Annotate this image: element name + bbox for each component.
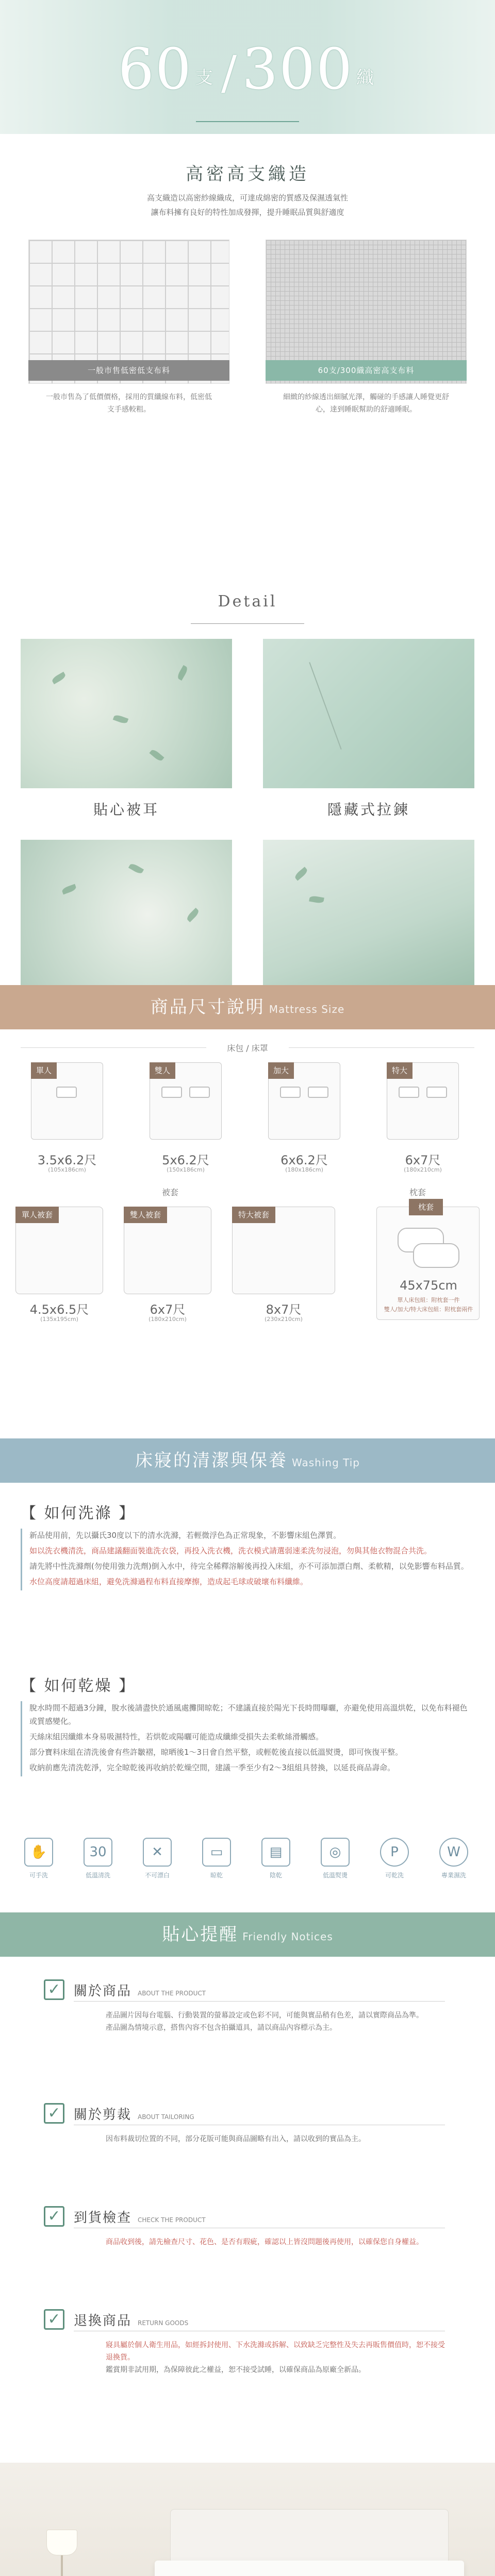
notice-title-text: 退換商品 <box>74 2313 132 2329</box>
pillow-heading: 枕套 <box>409 1188 426 1197</box>
divider <box>74 2001 445 2002</box>
care-shade-dry <box>258 1838 294 1879</box>
detail-divider <box>191 623 304 624</box>
care-iron-low <box>317 1838 353 1879</box>
sheet-tag: 特大 <box>387 1062 412 1079</box>
hand-wash-icon: ✋ <box>24 1838 53 1867</box>
pillow-icon <box>161 1087 182 1098</box>
pillow-tag: 枕套 <box>409 1199 443 1215</box>
pillow-icon <box>426 1087 447 1098</box>
notice-title <box>74 2104 194 2123</box>
sheet-card-single <box>31 1062 103 1140</box>
shade-dry-icon: ▤ <box>261 1838 290 1867</box>
notice-body <box>106 2133 446 2145</box>
sheet-tag: 單人 <box>31 1062 57 1079</box>
duvet-tag: 單人被套 <box>15 1207 59 1223</box>
fabric-compare-standard <box>28 240 229 414</box>
notice-check-product <box>44 2206 456 2278</box>
notice-title-en: ABOUT THE PRODUCT <box>138 1990 206 1997</box>
duvet-size: 4.5x6.5尺 <box>29 1302 89 1317</box>
detail-label: 隱藏式拉鍊 <box>327 801 410 818</box>
leaf-pattern <box>309 895 324 904</box>
fabric-note: 一般市售為了低價價格，採用的質纖線布料，低密低支手感較粗。 <box>46 393 212 414</box>
pillow-icon <box>189 1087 210 1098</box>
wash-item: 如以洗衣機清洗，商品建議翻面裝進洗衣袋，再投入洗衣機，洗衣模式請選弱速柔洗勿浸泡，勿與其他衣物混合共洗。 <box>29 1546 432 1555</box>
duvet-card-double <box>124 1207 211 1294</box>
zipper-line <box>309 662 341 750</box>
care-label: 低溫熨燙 <box>322 1872 348 1879</box>
notice-body <box>106 2339 446 2376</box>
sheet-card-king <box>387 1062 459 1140</box>
size-band-title: 商品尺寸說明 <box>150 997 265 1018</box>
notice-line: 寢具屬於個人衛生用品，如經拆封使用、下水洗滌或拆解、以致缺乏完整性及失去再販售價值時，恕不接受退換貨。 <box>106 2341 445 2362</box>
sheet-size: 5x6.2尺 <box>162 1153 209 1167</box>
dry-instructions <box>21 1701 474 1776</box>
sheet-size-cm: (150x186cm) <box>167 1166 205 1173</box>
notice-title <box>74 2310 188 2329</box>
duvet-size-cm: (180x210cm) <box>148 1316 187 1323</box>
detail-photo-duvet-head <box>263 840 474 989</box>
sheet-card-double <box>150 1062 222 1140</box>
notice-band-en: Friendly Notices <box>242 1930 333 1943</box>
notice-title-text: 關於商品 <box>74 1984 132 1999</box>
sheet-size: 6x7尺 <box>405 1153 441 1167</box>
duvet-tag: 雙人被套 <box>124 1207 167 1223</box>
notice-about-tailoring <box>44 2103 456 2175</box>
leaf-pattern <box>128 862 144 875</box>
care-label: 可手洗 <box>29 1872 48 1879</box>
care-low-temp <box>80 1838 116 1879</box>
fabric-compare-premium <box>266 240 467 414</box>
dry-clean-icon: P <box>380 1838 409 1867</box>
detail-label: 貼心被耳 <box>93 801 159 818</box>
care-label: 可乾洗 <box>385 1872 404 1879</box>
leaf-pattern <box>176 665 189 681</box>
feature-section <box>0 149 495 603</box>
divider <box>21 1047 206 1048</box>
notice-line: 因布料裁切位置的不同，部分花版可能與商品圖略有出入，請以收到的實品為主。 <box>106 2135 366 2143</box>
notice-band <box>0 1912 495 1957</box>
wash-instructions <box>21 1529 474 1590</box>
notice-body <box>106 2009 446 2034</box>
care-label: 低溫清洗 <box>85 1872 110 1879</box>
care-label: 不可漂白 <box>144 1872 170 1879</box>
pillow-icon <box>399 1087 419 1098</box>
divider-slash: / <box>221 46 237 100</box>
size-band <box>0 985 495 1029</box>
sheet-size: 3.5x6.2尺 <box>37 1153 97 1167</box>
hero-spec <box>0 36 495 102</box>
dry-item: 天絲床組因纖維本身易吸濕特性，若烘乾或陽曬可能造成纖維受損失去柔軟絲滑觸感。 <box>29 1732 324 1741</box>
thread-count: 60 <box>118 36 192 102</box>
divider <box>289 1047 474 1048</box>
detail-photo-zipper <box>263 639 474 788</box>
dry-item: 脫水時間不超過3分鐘，脫水後請盡快於通風處攤開晾乾；不建議直接於陽光下長時間曝曬，亦避免使用高溫烘乾，以免布料褪色或質感變化。 <box>29 1703 468 1726</box>
size-band-en: Mattress Size <box>269 1003 345 1015</box>
hero-divider <box>196 121 299 122</box>
how-to-dry-heading: 【 如何乾燥 】 <box>21 1677 136 1695</box>
pillow-icon <box>308 1087 328 1098</box>
pillow-size: 45x75cm <box>400 1278 457 1293</box>
wet-clean-icon: W <box>439 1838 468 1867</box>
notice-title-en: RETURN GOODS <box>138 2319 189 2327</box>
care-wet-clean <box>436 1838 472 1879</box>
line-dry-icon: ▭ <box>202 1838 231 1867</box>
weave-count: 300 <box>242 36 354 102</box>
weave-unit: 織 <box>356 67 374 88</box>
duvet-size: 8x7尺 <box>266 1302 302 1317</box>
duvet-heading: 被套 <box>161 1188 178 1197</box>
care-line-dry <box>199 1838 235 1879</box>
pillow-icon <box>280 1087 301 1098</box>
leaf-pattern <box>186 908 200 922</box>
duvet-card-king <box>232 1207 335 1294</box>
fabric-caption: 一般市售低密低支布料 <box>28 360 229 381</box>
notice-line: 鑑賞期非試用期，為保障彼此之權益，恕不接受試睡，以確保商品為原廠全新品。 <box>106 2366 366 2374</box>
sheet-heading: 床包 / 床罩 <box>227 1043 268 1053</box>
pillowcase-icon <box>413 1243 459 1268</box>
checkbox-icon: ✓ <box>44 2206 64 2227</box>
notice-line: 產品圖為情境示意，搭售內容不包含拍攝道具，請以商品內容標示為主。 <box>106 2024 337 2032</box>
pillowcase-card <box>376 1202 480 1320</box>
notice-line: 商品收到後，請先檢查尺寸、花色、是否有瑕疵，確認以上皆沒問題後再使用，以確保您自身權益。 <box>106 2238 423 2246</box>
sheet-size-cm: (105x186cm) <box>48 1166 86 1173</box>
no-bleach-icon: ✕ <box>143 1838 172 1867</box>
brand-section <box>0 2463 495 2576</box>
fabric-note: 細緻的紗線透出細膩光澤，觸碰的手感讓人睡覺更舒心，達到睡眠幫助的舒適睡眠。 <box>283 393 449 414</box>
notice-title <box>74 1980 206 1999</box>
notice-about-product <box>44 1979 456 2067</box>
sheet-tag: 雙人 <box>150 1062 175 1079</box>
how-to-wash-heading: 【 如何洗滌 】 <box>21 1504 136 1522</box>
dry-item: 部分寶料床組在清洗後會有些許皺褶，晾晒後1～3日會自然平整，或輕乾後直接以低溫熨燙，即可恢復平整。 <box>29 1748 403 1757</box>
feature-desc-line: 高支織造以高密紗線織成，可達成綿密的質感及保濕透氣性 <box>146 193 348 202</box>
notice-body <box>106 2236 446 2248</box>
care-label: 陰乾 <box>269 1872 282 1879</box>
leaf-pattern <box>149 748 164 762</box>
dry-item: 收納前應先清洗乾淨，完全晾乾後再收納於乾燥空間，建議一季至少有2～3組組具替換，以延長商品壽命。 <box>29 1763 395 1772</box>
pillow-icon <box>56 1087 77 1098</box>
feature-title: 高密高支織造 <box>186 164 309 184</box>
wash-item: 請先將中性洗滌劑(勿使用強力洗劑)倒入水中，待完全稀釋溶解後再投入床組，亦不可添加漂白劑、柔軟精，以免影響布料品質。 <box>29 1562 469 1571</box>
leaf-pattern <box>51 672 67 684</box>
sheet-size-cm: (180x186cm) <box>285 1166 323 1173</box>
notice-title-text: 到貨檢查 <box>74 2210 132 2226</box>
duvet-size-cm: (230x210cm) <box>265 1316 303 1323</box>
wash-item: 新品使用前，先以攝氏30度以下的清水洗滌，若輕微浮色為正常現象，不影響床組色澤質。 <box>29 1531 341 1540</box>
wash-band-en: Washing Tip <box>292 1456 360 1469</box>
fabric-caption: 60支/300織高密高支布料 <box>266 360 467 381</box>
leaf-pattern <box>61 884 77 895</box>
duvet-tag: 特大被套 <box>232 1207 275 1223</box>
notice-title-text: 關於剪裁 <box>74 2107 132 2123</box>
sheet-card-queen <box>268 1062 340 1140</box>
sheet-tag: 加大 <box>268 1062 294 1079</box>
sheet-size-cm: (180x210cm) <box>404 1166 442 1173</box>
detail-title: Detail <box>218 592 277 611</box>
wash-30-icon: 30 <box>84 1838 112 1867</box>
care-label: 專業濕洗 <box>441 1872 466 1879</box>
care-no-bleach <box>139 1838 175 1879</box>
iron-icon: ◎ <box>321 1838 350 1867</box>
leaf-pattern <box>113 714 128 725</box>
sheet-size: 6x6.2尺 <box>280 1153 328 1167</box>
duvet-size-cm: (135x195cm) <box>40 1316 78 1323</box>
leaf-pattern <box>293 867 308 880</box>
detail-photo-pillowcase <box>21 840 232 989</box>
notice-title-en: ABOUT TAILORING <box>138 2113 194 2121</box>
detail-photo-duvet-tie <box>21 639 232 788</box>
hero-section <box>0 0 495 149</box>
checkbox-icon: ✓ <box>44 2309 64 2330</box>
wash-band-title: 床寢的清潔與保養 <box>135 1450 288 1471</box>
checkbox-icon: ✓ <box>44 1979 64 2000</box>
notice-title <box>74 2207 206 2226</box>
bedroom-photo <box>0 2463 495 2576</box>
notice-line: 產品圖片因每台電腦、行動裝置的螢幕設定或色彩不同，可能與實品稍有色差，請以實際商品為準。 <box>106 2011 423 2020</box>
care-dry-clean <box>376 1838 412 1879</box>
duvet-size: 6x7尺 <box>150 1302 186 1317</box>
notice-title-en: CHECK THE PRODUCT <box>138 2216 206 2224</box>
lamp-shape <box>46 2530 77 2576</box>
wash-band <box>0 1438 495 1483</box>
bed-shape <box>155 2561 464 2576</box>
feature-description <box>113 191 382 219</box>
size-section <box>0 985 495 1438</box>
care-hand-wash <box>21 1838 57 1879</box>
notice-section <box>0 1912 495 2463</box>
notice-return-goods <box>44 2309 456 2402</box>
wash-item: 水位高度請超過床組，避免洗滌過程布料直接摩擦，造成起毛球或破壞布料纖維。 <box>29 1577 308 1586</box>
checkbox-icon: ✓ <box>44 2103 64 2124</box>
washing-section <box>0 1438 495 1912</box>
feature-desc-line: 讓布料擁有良好的特性加成發揮，提升睡眠品質與舒適度 <box>151 208 344 217</box>
duvet-card-single <box>15 1207 103 1294</box>
notice-band-title: 貼心提醒 <box>162 1924 239 1945</box>
pillow-note: 雙人/加大/特大床包組：附枕套兩件 <box>384 1306 473 1313</box>
pillow-note: 單人床包組：附枕套一件 <box>397 1297 460 1303</box>
care-label: 晾乾 <box>210 1872 223 1879</box>
thread-unit: 支 <box>195 67 213 88</box>
